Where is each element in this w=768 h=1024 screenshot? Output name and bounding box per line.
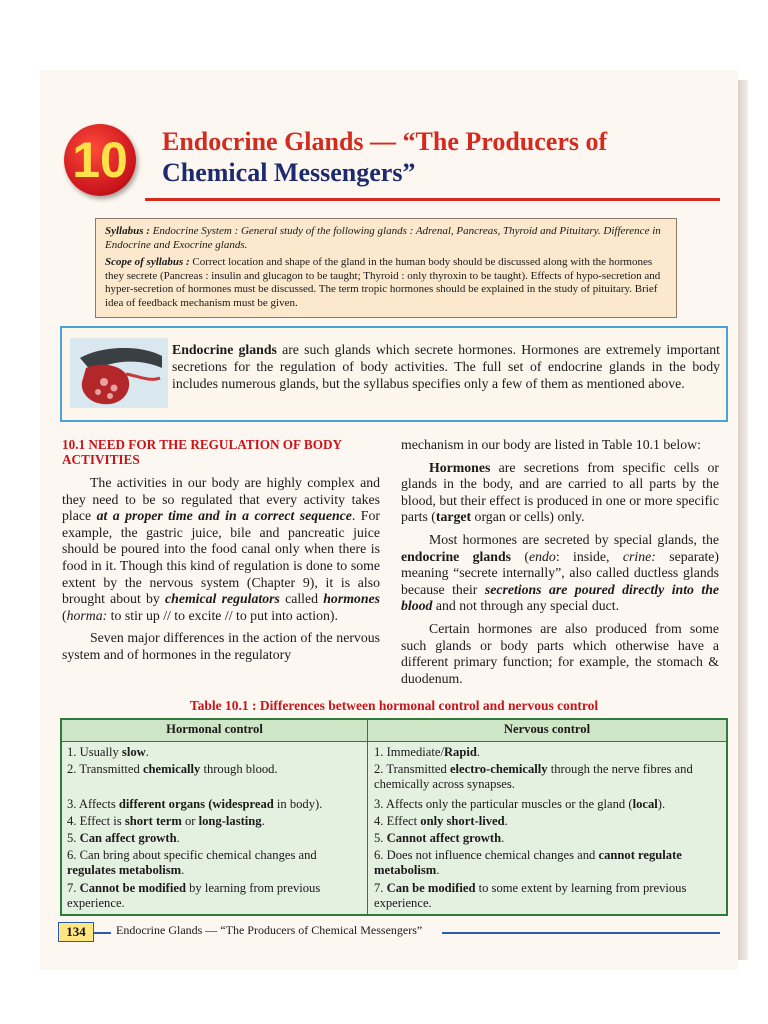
text-run: 5. [67,831,80,845]
scope-label: Scope of syllabus : [105,256,190,269]
text-run: 3. Affects only the particular muscles or the gland ( [374,797,633,811]
text-run: . [261,814,265,828]
table-column-divider [367,720,368,914]
table-cell-nervous-5 [374,831,722,846]
comparison-table [60,718,728,916]
emphasis-text: chemical regulators [165,591,280,607]
text-run: to some extent by learning from previous experience. [374,881,687,911]
text-run: 5. [374,831,387,845]
bold-term: Cannot be modified [79,881,186,895]
section-number: 10.1 [62,437,86,452]
bold-term: slow [121,745,146,759]
bold-term: endocrine glands [401,548,511,564]
intro-box [60,326,728,422]
text-run: separate) meaning “secrete internally”, also called ductless glands because their [401,548,720,597]
table-cell-hormonal-6 [67,848,363,879]
title-underline [145,198,720,201]
table-cell-hormonal-2 [67,762,363,777]
syllabus-text: Endocrine System : General study of the following glands : Adrenal, Pancreas, Thyroid and Pituitary. Difference in Endocrine and Exocrine glands. [105,225,661,251]
table-cell-hormonal-5 [67,831,363,846]
table-title: Table 10.1 : Differences between hormonal control and nervous control [189,698,599,713]
text-run: ( [62,607,67,623]
emphasis-text: hormones [323,591,380,607]
text-run: ( [511,548,529,564]
intro-term: Endocrine glands [172,342,277,357]
bold-term: Can affect growth [79,831,177,845]
italic-text: crine: [622,548,656,564]
text-run: 2. Transmitted [374,762,450,776]
text-run: are secretions from specific cells or glands in the body, and are carried to all parts by the blood, but their effect is produced in one or more specific parts ( [401,459,719,525]
italic-text: endo [529,548,556,564]
footer-rule-left [93,932,111,934]
text-run: The activities in our body are highly complex and they need to be so regulated that every activity takes place [62,475,380,524]
chapter-number-badge: 10 [64,124,136,196]
text-run: 1. Usually [67,745,122,759]
text-run: . [145,745,149,759]
text-run: . [176,831,180,845]
text-run: called [279,591,324,607]
table-header-nervous: Nervous control [503,722,591,736]
right-column [401,437,719,687]
pancreas-illustration-icon [70,338,168,408]
bold-term: long-lasting [198,814,262,828]
bold-term: short term [124,814,182,828]
bold-term: Rapid [443,745,477,759]
section-title: NEED FOR THE REGULATION OF BODY ACTIVITIES [62,437,342,467]
bold-term: target [435,509,472,525]
bold-term: Cannot affect growth [386,831,502,845]
emphasis-text: at a proper time and in a correct sequence [96,508,352,524]
bold-term: electro-chemically [449,762,548,776]
text-run: . [476,745,481,759]
page-number: 134 [58,922,94,942]
text-run: by learning from previous experience. [67,881,321,911]
text-run: 7. [374,881,387,895]
right-paragraph-1 [401,460,719,526]
right-paragraph-2 [401,532,719,615]
left-paragraph-2: Seven major differences in the action of the nervous system and of hormones in the regulatory [62,630,380,662]
text-run: ). [657,797,666,811]
text-run: in body). [273,797,323,811]
page-spine-shadow [738,80,748,960]
right-paragraph-0: mechanism in our body are listed in Table 10.1 below: [401,437,701,452]
bold-term: different organs (widespread [118,797,274,811]
text-run: 4. Effect is [67,814,125,828]
chapter-title-part1: Endocrine Glands — “The Producers of [162,127,608,156]
right-paragraph-3: Certain hormones are also produced from some such glands or body parts which otherwise have a different primary function; for example, the stomach & duodenum. [401,620,719,686]
table-cell-hormonal-3 [67,797,363,812]
section-heading [62,437,380,467]
intro-paragraph [172,342,720,392]
table-cell-hormonal-7 [67,881,363,912]
table-cell-hormonal-1 [67,745,363,760]
text-run: or [181,814,199,828]
scope-text: Correct location and shape of the gland in the human body should be discussed along with the hormones they secrete (Pancreas : insulin and glucagon to be taught; Thyroid : only thyroxin to be taught). Effects of hypo-secretion and hyper-secretion of hormones must be discussed. The term tropic hormones should be explained in the study of pituitary. Brief idea of feedback mechanism must be given. [105,256,661,309]
table-cell-nervous-2 [374,762,722,793]
bold-term: cannot regulate metabolism [374,848,682,878]
table-cell-hormonal-4 [67,814,363,829]
text-run: to stir up // to excite // to put into action). [107,607,338,623]
chapter-title [162,126,722,188]
bold-term: Can be modified [386,881,476,895]
bold-term: chemically [142,762,201,776]
table-header-row [62,720,726,742]
footer-rule-right [442,932,720,934]
text-run: and not through any special duct. [432,598,620,614]
bold-term: only short-lived [420,814,505,828]
text-run: 2. Transmitted [67,762,143,776]
table-cell-nervous-7 [374,881,722,912]
table-cell-nervous-4 [374,814,722,829]
bold-term: regulates metabolism [67,863,182,878]
text-run: through the nerve fibres and chemically across synapses. [374,762,693,792]
left-paragraph-1 [62,475,380,624]
text-run: . [501,831,505,845]
text-run: 7. [67,881,80,895]
emphasis-text: secretions are poured directly into the blood [401,581,719,614]
text-run: 6. Does not influence chemical changes and [374,848,599,862]
table-header-hormonal: Hormonal control [166,722,263,736]
text-run: : inside, [555,548,623,564]
bold-term: local [632,797,658,811]
syllabus-label: Syllabus : [105,225,150,237]
running-title: Endocrine Glands — “The Producers of Chemical Messengers” [116,923,423,937]
table-cell-nervous-1 [374,745,722,760]
italic-text: horma: [66,607,108,623]
text-run: through blood. [200,762,278,776]
bold-term: Hormones [429,459,491,475]
intro-text: are such glands which secrete hormones. Hormones are extremely important secretions for the regulation of body activities. The full set of endocrine glands in the body includes numerous glands, but the syllabus specifies only a few of them as mentioned above. [172,342,720,391]
text-run: 1. Immediate/ [374,745,444,759]
text-run: 6. Can bring about specific chemical changes and [67,848,317,862]
text-run: 3. Affects [67,797,119,811]
text-run: . [504,814,508,828]
table-cell-nervous-3 [374,797,722,812]
syllabus-box [95,218,677,318]
chapter-title-part2: Chemical Messengers” [162,158,416,187]
text-run: 4. Effect [374,814,421,828]
text-run: . [436,863,440,878]
text-run: Most hormones are secreted by special glands, the [429,531,719,547]
text-run: organ or cells) only. [471,509,585,525]
table-cell-nervous-6 [374,848,722,879]
text-run: . For example, the gastric juice, bile and pancreatic juice should be poured into the food canal only when there is food in it. Though this kind of regulation is done to some extent by the nervous system (Chapter 9), it is also brought about by [62,508,380,607]
text-run: . [181,863,185,878]
left-column [62,437,380,664]
